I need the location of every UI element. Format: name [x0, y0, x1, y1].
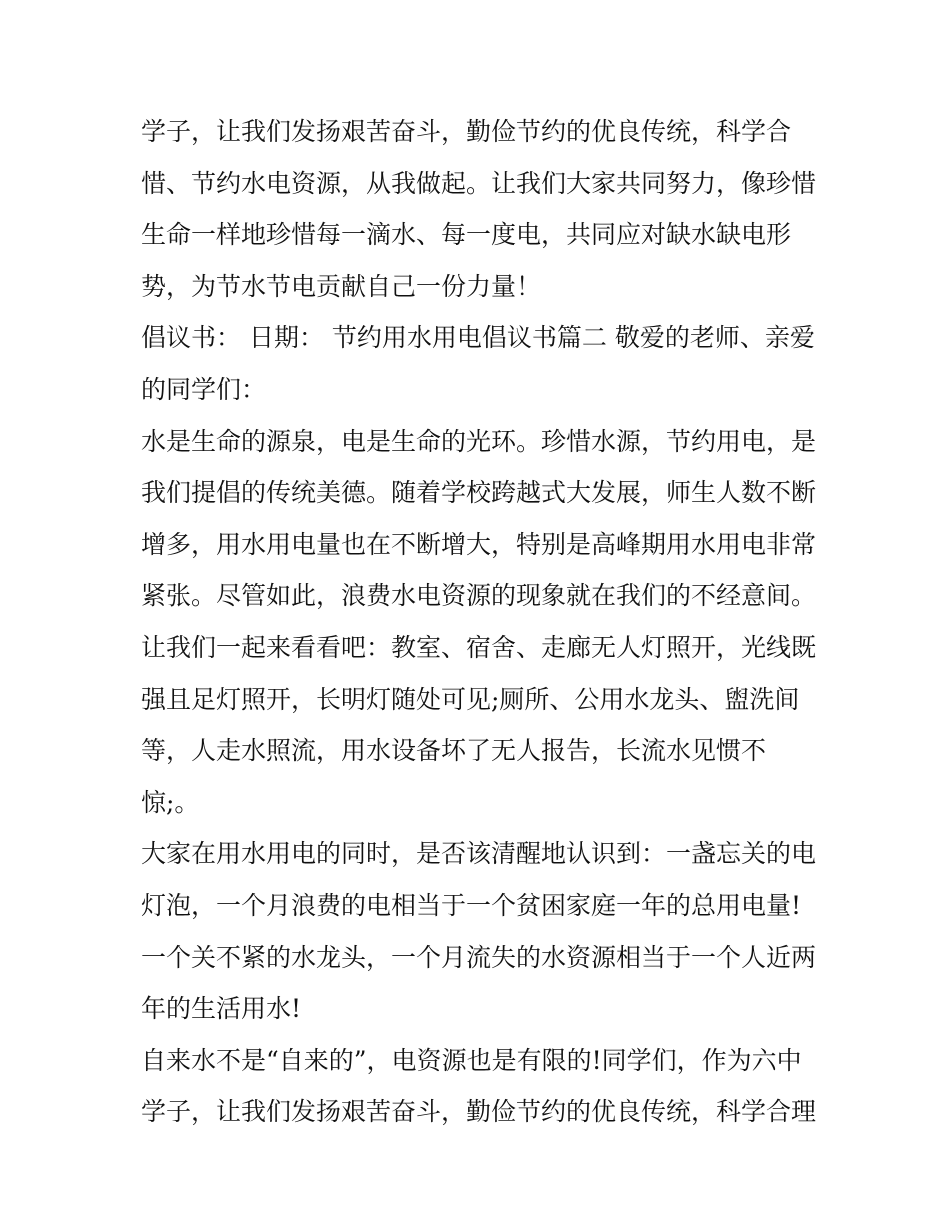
text-line-18: 年的生活用水!: [141, 994, 302, 1024]
document-body: [141, 106, 821, 1138]
text-line-10: 紧张。尽管如此，浪费水电资源的现象就在我们的不经意间。: [141, 581, 817, 611]
text-line-20: 学子，让我们发扬艰苦奋斗，勤俭节约的优良传统，科学合理: [141, 1097, 817, 1127]
text-line-3: 生命一样地珍惜每一滴水、每一度电，共同应对缺水缺电形: [141, 220, 792, 250]
text-line-4: 势，为节水节电贡献自己一份力量！: [141, 271, 542, 301]
text-line-13: 等，人走水照流，用水设备坏了无人报告，长流水见惯不: [141, 736, 767, 766]
text-line-11: 让我们一起来看看吧：教室、宿舍、走廊无人灯照开，光线既: [141, 632, 817, 662]
text-line-19: 自来水不是“自来的”，电资源也是有限的!同学们，作为六中: [141, 1045, 802, 1075]
text-line-9: 增多，用水用电量也在不断增大，特别是高峰期用水用电非常: [141, 529, 817, 559]
text-line-12: 强且足灯照开，长明灯随处可见;厕所、公用水龙头、盥洗间: [141, 684, 800, 714]
text-line-7: 水是生命的源泉，电是生命的光环。珍惜水源，节约用电，是: [141, 426, 817, 456]
text-line-8: 我们提倡的传统美德。随着学校跨越式大发展，师生人数不断: [141, 478, 817, 508]
text-line-6: 的同学们：: [141, 374, 267, 404]
text-line-15: 大家在用水用电的同时，是否该清醒地认识到：一盏忘关的电: [141, 839, 817, 869]
text-line-17: 一个关不紧的水龙头，一个月流失的水资源相当于一个人近两: [141, 942, 817, 972]
text-line-16: 灯泡，一个月浪费的电相当于一个贫困家庭一年的总用电量!: [141, 890, 802, 920]
text-line-5: 倡议书： 日期： 节约用水用电倡议书篇二 敬爱的老师、亲爱: [141, 323, 815, 353]
text-line-2: 惜、节约水电资源，从我做起。让我们大家共同努力，像珍惜: [141, 168, 817, 198]
text-line-14: 惊;。: [141, 787, 200, 817]
text-line-1: 学子，让我们发扬艰苦奋斗，勤俭节约的优良传统，科学合: [141, 117, 792, 146]
